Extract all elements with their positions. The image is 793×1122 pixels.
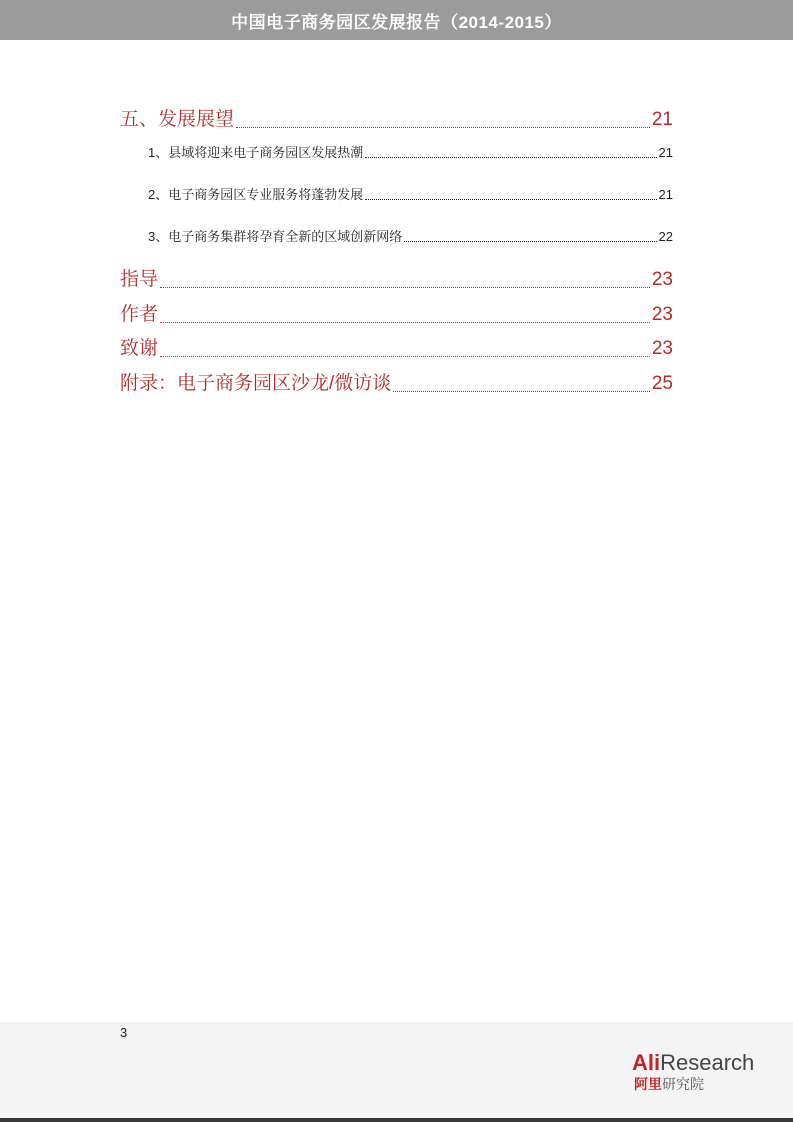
toc-label: 附录：电子商务园区沙龙/微访谈 (120, 373, 392, 394)
toc-entry-thanks[interactable] (120, 333, 673, 360)
toc-leader (393, 391, 650, 392)
logo-research: Research (660, 1050, 755, 1075)
toc-page: 23 (651, 269, 673, 290)
toc-page: 22 (658, 229, 673, 244)
logo-cn-gray: 研究院 (662, 1076, 704, 1092)
toc-entry-5-1[interactable] (120, 142, 673, 161)
toc-entry-section5[interactable] (120, 104, 673, 131)
page-number: 3 (120, 1025, 128, 1040)
toc-page: 21 (651, 109, 673, 130)
logo-ali: Ali (632, 1050, 661, 1075)
toc-page: 21 (658, 187, 673, 202)
toc-entry-appendix[interactable] (120, 368, 673, 395)
toc-entry-authors[interactable] (120, 299, 673, 326)
toc-label: 2、电子商务园区专业服务将蓬勃发展 (148, 187, 364, 202)
toc-leader (365, 157, 656, 158)
toc-leader (160, 356, 650, 357)
toc-page: 23 (651, 338, 673, 359)
toc-label: 作者 (120, 304, 159, 325)
bottom-rule (0, 1118, 793, 1122)
toc-leader (160, 322, 650, 323)
toc-entry-guidance[interactable] (120, 264, 673, 291)
toc-label: 五、发展展望 (120, 109, 235, 130)
toc-label: 指导 (120, 269, 159, 290)
toc-label: 3、电子商务集群将孕育全新的区域创新网络 (148, 229, 403, 244)
logo-cn-red: 阿里 (634, 1076, 662, 1092)
toc-leader (365, 199, 656, 200)
report-title: 中国电子商务园区发展报告（2014-2015） (231, 12, 562, 32)
toc-page: 21 (658, 145, 673, 160)
toc-leader (404, 241, 656, 242)
toc-page: 23 (651, 304, 673, 325)
toc-label: 1、县域将迎来电子商务园区发展热潮 (148, 145, 364, 160)
toc-label: 致谢 (120, 338, 159, 359)
aliresearch-logo (632, 1050, 777, 1100)
toc-leader (236, 127, 650, 128)
toc-leader (160, 287, 650, 288)
logo-chinese (634, 1075, 704, 1093)
running-header (0, 0, 793, 40)
toc-page: 25 (651, 373, 673, 394)
toc-entry-5-2[interactable] (120, 184, 673, 203)
toc-entry-5-3[interactable] (120, 226, 673, 245)
logo-wordmark (632, 1050, 754, 1076)
